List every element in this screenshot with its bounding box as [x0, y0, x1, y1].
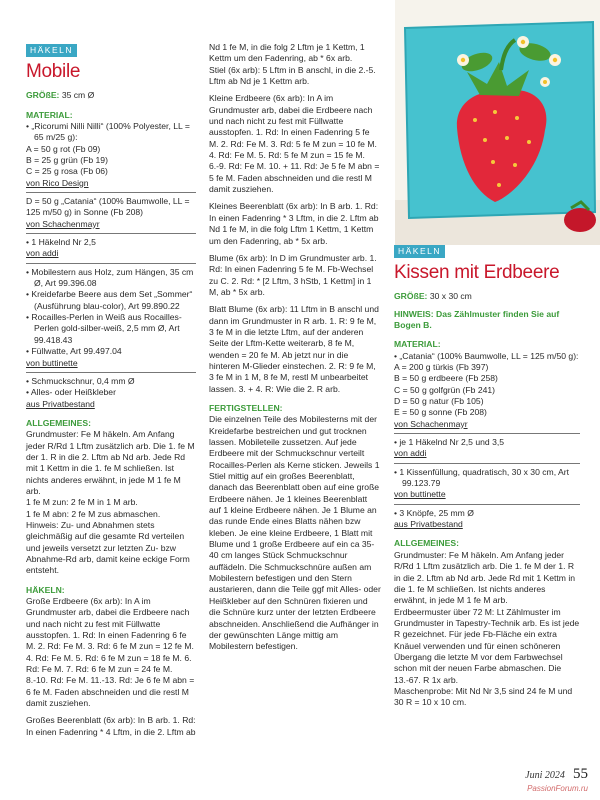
- divider: [26, 372, 196, 373]
- hint-text: HINWEIS: Das Zählmuster finden Sie auf Bogen B.: [394, 308, 560, 330]
- right-column: [394, 245, 580, 709]
- divider: [26, 233, 196, 234]
- issue-date: Juni 2024: [525, 770, 565, 781]
- material-color: C = 50 g golfgrün (Fb 241): [394, 384, 496, 395]
- material-source: von buttinette: [26, 357, 78, 368]
- page-number: 55: [573, 766, 588, 782]
- material-item: • Kreidefarbe Beere aus dem Set „Sommer“ (Ausführung blau-color), Art 99.890.22: [26, 289, 193, 311]
- divider: [394, 463, 580, 464]
- watermark: PassionForum.ru: [527, 784, 588, 793]
- middle-column: [209, 42, 381, 653]
- leaf-continued-text: Nd 1 fe M, in die folg 2 Lftm je 1 Kettm, 1 Kettm um den Fadenring, ab * 6x arb.: [209, 42, 365, 64]
- left-column: [26, 44, 196, 738]
- divider: [394, 504, 580, 505]
- decrease-text: 1 fe M abn: 2 fe M zus abmaschen.: [26, 508, 161, 519]
- material-source: von addi: [26, 248, 59, 259]
- strawberry-pattern-text: Erdbeermuster über 72 M: Lt Zählmuster im Grundmuster in Tapestry-Technik arb. Es ist jede R gezeichnet. Für jede Fb-Fläche ein extra Knäuel verwenden und für einen schöneren Übergang die letzte M vor dem Farbwechsel schon mit der neuen Farbe abmaschen. Die 13.-67. R 1x arb.: [394, 606, 580, 685]
- material-item: • 1 Häkelnd Nr 2,5: [26, 237, 96, 248]
- material-source: aus Privatbestand: [394, 519, 463, 530]
- general-heading: ALLGEMEINES:: [26, 417, 91, 428]
- material-item: • 1 Kissenfüllung, quadratisch, 30 x 30 cm, Art 99.123.79: [394, 466, 569, 489]
- section-tag: HÄKELN: [26, 44, 77, 57]
- size-value: 35 cm Ø: [61, 90, 95, 101]
- gauge-text: Maschenprobe: Mit Nd Nr 3,5 sind 24 fe M und 30 R = 10 x 10 cm.: [394, 685, 573, 708]
- size-label: GRÖßE:: [394, 291, 428, 302]
- material-color: E = 50 g sonne (Fb 208): [394, 407, 487, 418]
- small-strawberry-text: Kleine Erdbeere (6x arb): In A im Grundmuster arb, dabei die Erdbeere nach und nach nicht zu fest mit Füllwatte ausstopfen. 1. Rd: In einen Fadenring 5 fe M. 2. Rd: Fe M. 3. Rd: 5 fe M zun = 10 fe M. 4. Rd: Fe M. 5. Rd: 5 fe M zun = 15 fe M. 6.-9. Rd: Fe M. 10. + 11. Rd: Je 5 fe M abn = 5 fe M. Faden abschneiden und die restl M damit zusziehen.: [209, 93, 380, 195]
- material-item: • Mobilestern aus Holz, zum Hängen, 35 cm Ø, Art 99.396.08: [26, 266, 194, 289]
- material-heading: MATERIAL:: [26, 109, 73, 120]
- material-item: • Füllwatte, Art 99.497.04: [26, 346, 122, 357]
- note-text: Hinweis: Zu- und Abnahmen stets gleichmäßig auf die gesamte Rd verteilen und jeweils versetzt zur letzten Zu- bzw Abnahme-Rd arb, damit keine eckige Form entsteht.: [26, 519, 190, 576]
- material-color: B = 25 g grün (Fb 19): [26, 155, 108, 166]
- material-source: von Schachenmayr: [26, 218, 100, 229]
- big-strawberry-text: Große Erdbeere (6x arb): In A im Grundmuster arb, dabei die Erdbeere nach und nach nicht zu fest mit Füllwatte ausstopfen. 1. Rd: In einen Fadenring 6 fe M. 2. Rd: Fe M. 3. Rd: 6 fe M zun = 12 fe M. 4. Rd: Fe M. 5. Rd: 6 fe M zun = 18 fe M. 6. Rd: Fe M. 7. Rd: 6 fe M zun = 24 fe M. 8.-10. Rd: Fe M. 11.-13. Rd: Je 6 fe M abn = 6 fe M. Faden abschneiden und die restl M damit zusziehen.: [26, 596, 195, 709]
- general-text: Grundmuster: Fe M häkeln. Am Anfang jeder R/Rd 1 Lftm zusätzlich arb. Die 1. fe M der 1. R in die 2. Lftm ab Nd arb. Jede Rd mit 1 Kettm in die 1. fe M schließen. Ist nichts anderes erwähnt, in jede M 1 fe M arb.: [26, 429, 195, 496]
- finishing-heading: FERTIGSTELLEN:: [209, 402, 283, 413]
- material-source: aus Privatbestand: [26, 398, 95, 409]
- divider: [26, 192, 196, 193]
- material-source: von buttinette: [394, 489, 446, 500]
- material-color: B = 50 g erdbeere (Fb 258): [394, 373, 498, 384]
- material-item: • Alles- oder Heißkleber: [26, 387, 116, 398]
- increase-text: 1 fe M zun: 2 fe M in 1 M arb.: [26, 497, 138, 508]
- article-title: Kissen mit Erdbeere: [394, 262, 560, 284]
- general-heading: ALLGEMEINES:: [394, 538, 459, 549]
- material-item: • Rocailles-Perlen in Weiß aus Rocailles-Perlen gold-silber-weiß, 2,5 mm Ø, Art 99.418.43: [26, 312, 182, 345]
- general-text: Grundmuster: Fe M häkeln. Am Anfang jeder R/Rd 1 Lftm zusätzlich arb. Die 1. fe M der 1. R in die 2. Lftm ab Nd arb. Jede Rd mit 1 Kettm in die 1. fe M schließen. Ist nichts anderes erwähnt, in jede M 1 fe M arb.: [394, 549, 576, 606]
- stem-text: Stiel (6x arb): 5 Lftm in B anschl, in die 2.-5. Lftm ab Nd je 1 Kettm arb.: [209, 64, 376, 87]
- material-item: • „Catania“ (100% Baumwolle, LL = 125 m/50 g):: [394, 350, 579, 361]
- material-color: D = 50 g natur (Fb 105): [394, 396, 484, 407]
- material-color: C = 25 g rosa (Fb 06): [26, 166, 108, 177]
- flower-leaf-text: Blatt Blume (6x arb): 11 Lftm in B anschl und dann im Grundmuster in R arb. 1. R: 9 fe M, 3 fe M in die letzte Lftm, auf der anderen Seite der Lftm-Kette weiterarb, 8 fe M, wenden = 20 fe M. Ab jetzt nur in die hinteren M-Glieder einstechen. 2. R: 9 fe M, 3 fe M in 1 M, 8 fe M, restl M unbearbeitet lassen. 3. + 4. R: Wie die 2. R arb.: [209, 304, 379, 394]
- article-title: Mobile: [26, 61, 81, 83]
- small-leaf-text: Kleines Beerenblatt (6x arb): In B arb. 1. Rd: In einen Fadenring * 3 Lftm, in die 2. Lftm ab Nd 1 fe M, in die folg Lftm 1 Kettm, 1 Kettm um den Fadenring, ab * 5x arb.: [209, 201, 379, 246]
- page-footer: [525, 765, 588, 785]
- pillow-photo: [395, 0, 600, 245]
- material-item: • „Ricorumi Nilli Nilli“ (100% Polyester, LL = 65 m/25 g):: [26, 120, 190, 143]
- material-source: von Rico Design: [26, 177, 89, 188]
- divider: [394, 433, 580, 434]
- material-heading: MATERIAL:: [394, 339, 441, 350]
- material-item: • 3 Knöpfe, 25 mm Ø: [394, 507, 474, 518]
- material-source: von Schachenmayr: [394, 418, 468, 429]
- section-tag: HÄKELN: [394, 245, 445, 258]
- material-source: von addi: [394, 448, 427, 459]
- crochet-heading: HÄKELN:: [26, 584, 65, 595]
- material-color: A = 50 g rot (Fb 09): [26, 143, 101, 154]
- material-item: • je 1 Häkelnd Nr 2,5 und 3,5: [394, 437, 505, 448]
- material-item: D = 50 g „Catania“ (100% Baumwolle, LL = 125 m/50 g) in Sonne (Fb 208): [26, 196, 190, 218]
- size-label: GRÖßE:: [26, 90, 60, 101]
- material-item: • Schmuckschnur, 0,4 mm Ø: [26, 375, 135, 386]
- finishing-text: Die einzelnen Teile des Mobilesterns mit der Kreidefarbe bestreichen und gut trocknen lassen. Mobileteile zussetzen. Auf jede Erdbeere mit der Schmuckschnur verteilt Rocailles-Perlen als Kerne sticken. Jeweils 1 Stiel mittig auf ein großes Beerenblatt, danach das Beerenblatt oben auf eine große Erdbeere nähen. Je 1 kleines Beerenblatt auf 1 kleine Erdbeere nähen. Je 1 Blume an das runde Ende eines Blatts nähen bzw kleben. Je eine kleine Erdbeere, 1 Blatt mit Blume und 1 große Erdbeere auf ein ca 35-40 cm langes Stück Schmuckschnur auffädeln. Die Schmuckschnüre außen am Mobilestern befestigen und den Stern austarieren, dann die Teile ggf mit Alles- oder Heißkleber auf den Schnüren fixieren und die Schnüre kurz unter der letzten Erdbeere abschneiden. Anschließend die Aufhänger in der gewünschten Länge mittig am Mobilestern befestigen.: [209, 414, 381, 652]
- pillow-illustration: [395, 0, 600, 245]
- flower-text: Blume (6x arb): In D im Grundmuster arb. 1. Rd: In einen Fadenring 5 fe M. Fb-Wechsel zu C. 2. Rd: * [2 Lftm, 3 hStb, 1 Kettm] in 1 M, ab * 5x arb.: [209, 252, 377, 297]
- big-leaf-text: Großes Beerenblatt (6x arb): In B arb. 1. Rd: In einen Fadenring * 4 Lftm, in die 2. Lftm ab: [26, 715, 196, 737]
- divider: [26, 263, 196, 264]
- size-value: 30 x 30 cm: [429, 291, 472, 302]
- material-color: A = 200 g türkis (Fb 397): [394, 362, 489, 373]
